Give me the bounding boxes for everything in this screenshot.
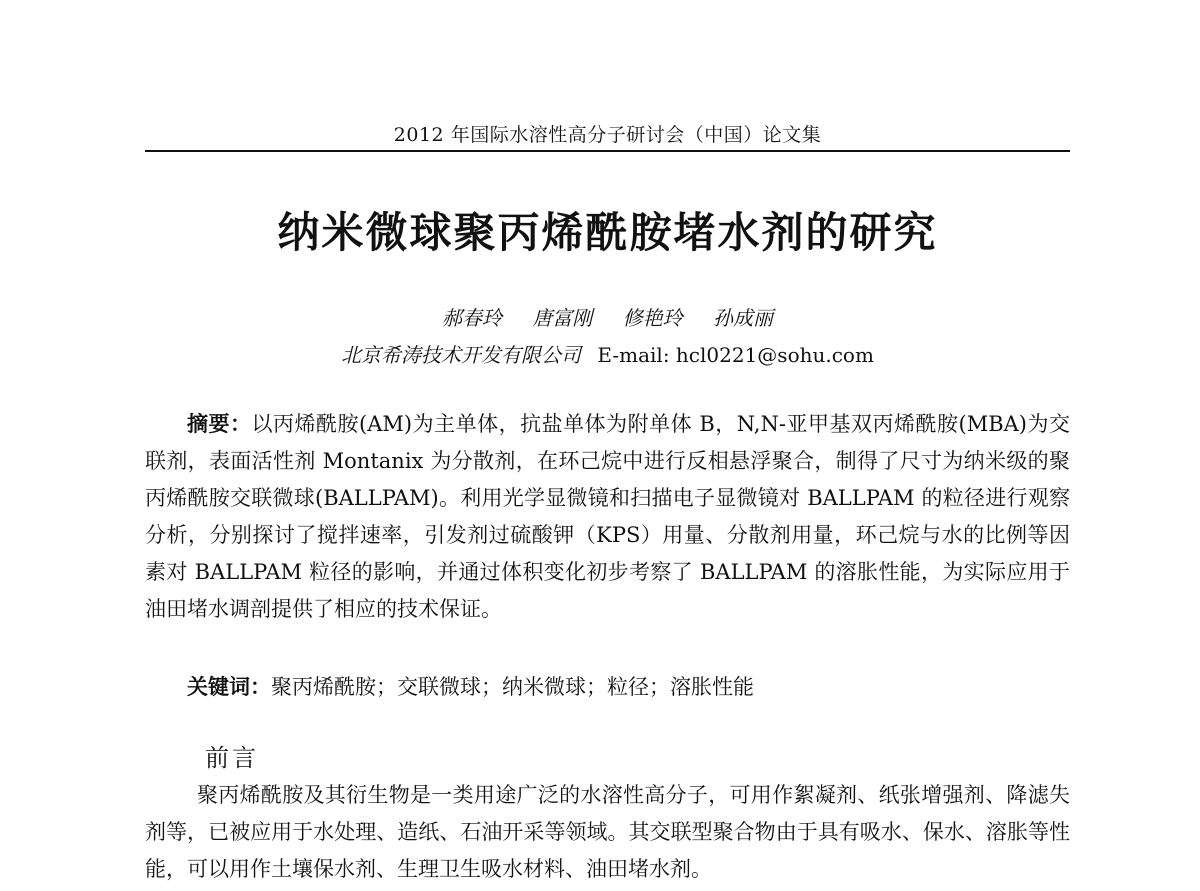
keywords-label: 关键词： [187, 674, 271, 699]
paper-title: 纳米微球聚丙烯酰胺堵水剂的研究 [277, 208, 938, 257]
abstract-text: 以丙烯酰胺(AM)为主单体，抗盐单体为附单体 B，N,N-亚甲基双丙烯酰胺(MBA)为交联剂，表面活性剂 Montanix 为分散剂，在环己烷中进行反相悬浮聚合，制得了尺寸为纳米级的聚丙烯酰胺交联微球(BALLPAM)。利用光学显微镜和扫描电子显微镜对 BALLPAM 的粒径进行观察分析，分别探讨了搅拌速率，引发剂过硫酸钾（KPS）用量、分散剂用量，环己烷与水的比例等因素对 BALLPAM 粒径的影响，并通过体积变化初步考察了 BALLPAM 的溶胀性能，为实际应用于油田堵水调剖提供了相应的技术保证。 [145, 412, 1070, 621]
affiliation-organization: 北京希涛技术开发有限公司 [341, 343, 582, 367]
header-rule [145, 150, 1070, 152]
author-name: 修艳玲 [622, 306, 683, 330]
keywords-text: 聚丙烯酰胺；交联微球；纳米微球；粒径；溶胀性能 [271, 675, 754, 699]
intro-paragraph: 聚丙烯酰胺及其衍生物是一类用途广泛的水溶性高分子，可用作絮凝剂、纸张增强剂、降滤失剂等，已被应用于水处理、造纸、石油开采等领域。其交联型聚合物由于具有吸水、保水、溶胀等性能，可以用作土壤保水剂、生理卫生吸水材料、油田堵水剂。 [145, 783, 1070, 881]
author-name: 郝春玲 [441, 306, 502, 330]
affiliation [145, 339, 1070, 368]
abstract [145, 405, 1070, 628]
affiliation-email: E-mail: hcl0221@sohu.com [597, 343, 874, 367]
keywords [187, 668, 1067, 706]
author-name: 唐富刚 [532, 306, 593, 330]
section-heading: 前言 [205, 744, 259, 772]
author-name: 孙成丽 [713, 306, 774, 330]
abstract-label: 摘要： [187, 411, 252, 436]
author-list [145, 302, 1070, 331]
running-header: 2012 年国际水溶性高分子研讨会（中国）论文集 [393, 124, 822, 146]
